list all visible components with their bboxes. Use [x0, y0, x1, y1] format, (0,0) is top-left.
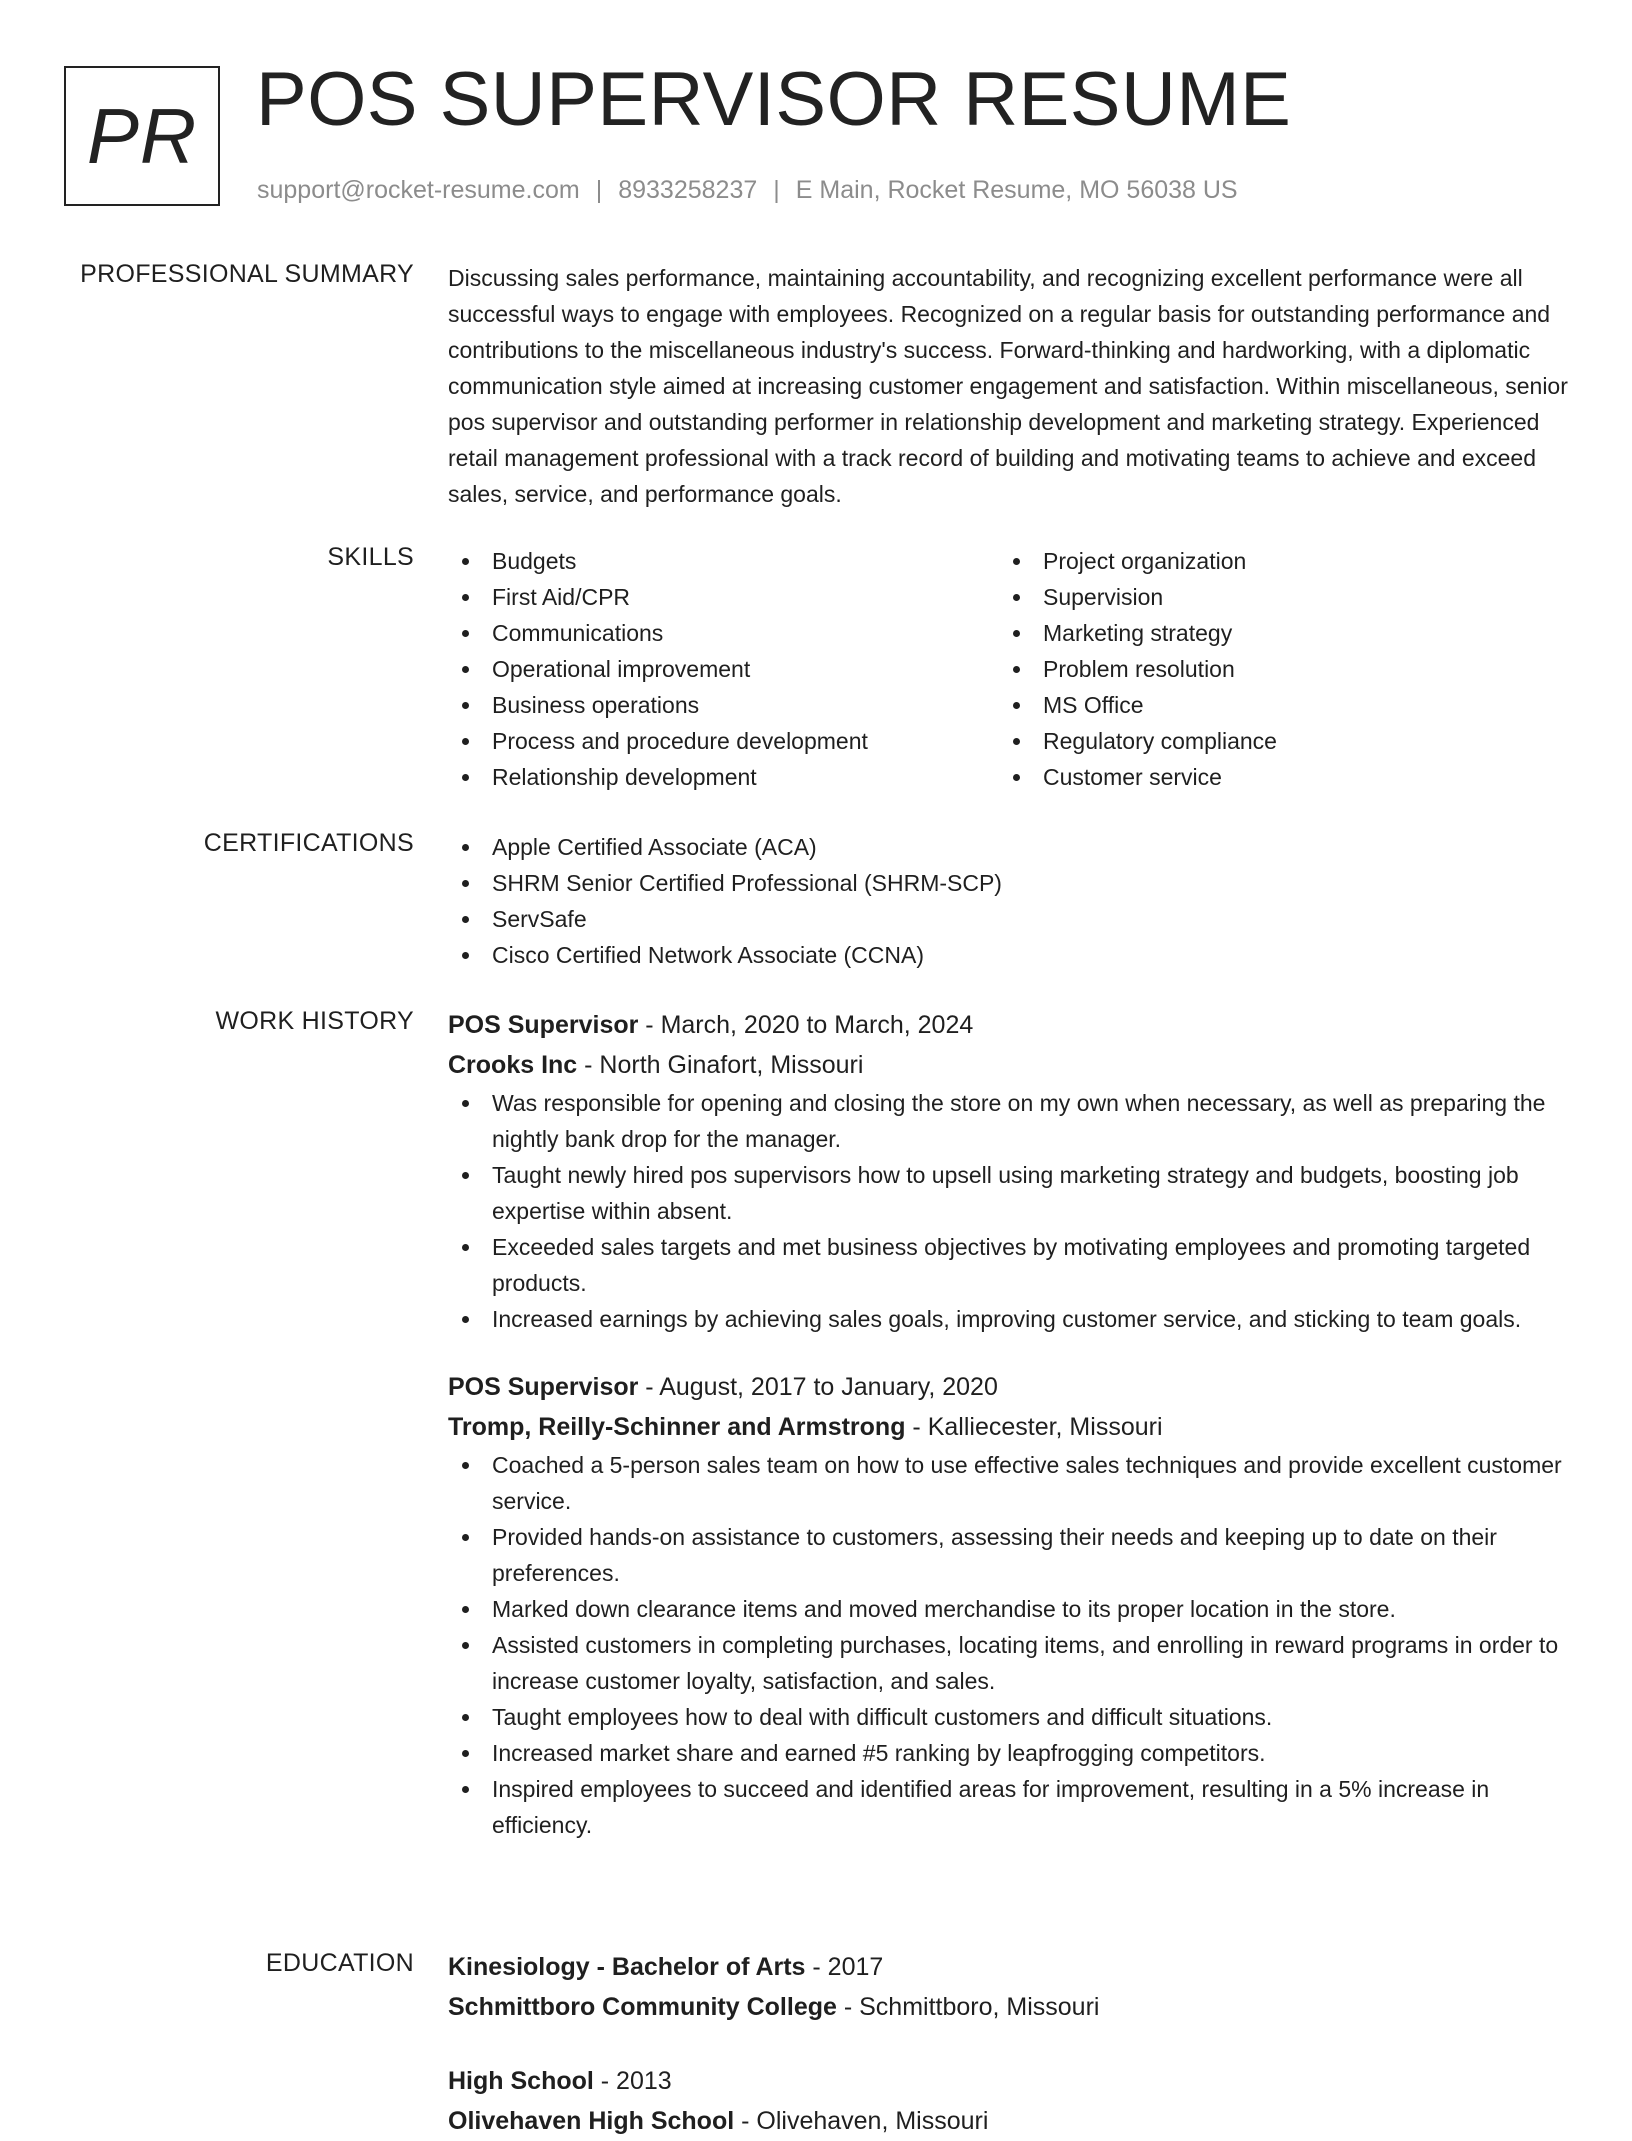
- job-duties-list: [448, 1085, 1570, 1337]
- certification-item: SHRM Senior Certified Professional (SHRM-SCP): [448, 865, 1570, 901]
- job-title: POS Supervisor: [448, 1011, 639, 1039]
- job-duty: Taught employees how to deal with difficult customers and difficult situations.: [448, 1699, 1570, 1735]
- job-duties-list: [448, 1447, 1570, 1843]
- skill-item: Customer service: [999, 759, 1277, 795]
- education-school: Schmittboro Community College: [448, 1993, 837, 2021]
- job-duty: Marked down clearance items and moved merchandise to its proper location in the store.: [448, 1591, 1570, 1627]
- certifications-list: [448, 829, 1570, 973]
- section-label-skills: SKILLS: [327, 543, 414, 571]
- contact-email[interactable]: support@rocket-resume.com: [257, 176, 580, 204]
- job-title: POS Supervisor: [448, 1373, 639, 1401]
- job-duty: Taught newly hired pos supervisors how to upsell using marketing strategy and budgets, boosting job expertise within absent.: [448, 1157, 1570, 1229]
- education-entry: [448, 2061, 1570, 2141]
- section-label-summary: PROFESSIONAL SUMMARY: [80, 260, 414, 288]
- education-year: - 2017: [805, 1953, 884, 1981]
- contact-phone[interactable]: 8933258237: [618, 176, 758, 204]
- education-degree: Kinesiology - Bachelor of Arts: [448, 1953, 806, 1981]
- job-company: Tromp, Reilly-Schinner and Armstrong: [448, 1413, 906, 1441]
- skill-item: Regulatory compliance: [999, 723, 1277, 759]
- job-entry: [448, 1005, 1570, 1337]
- resume-title: POS SUPERVISOR RESUME: [256, 57, 1292, 142]
- skill-item: MS Office: [999, 687, 1277, 723]
- job-duty: Assisted customers in completing purchases, locating items, and enrolling in reward programs in order to increase customer loyalty, satisfaction, and sales.: [448, 1627, 1570, 1699]
- skill-item: Project organization: [999, 543, 1277, 579]
- skill-item: First Aid/CPR: [448, 579, 868, 615]
- summary-text: Discussing sales performance, maintaining accountability, and recognizing excellent performance were all successful ways to engage with employees. Recognized on a regular basis for outstanding performance and contributions to the miscellaneous industry's success. Forward-thinking and hardworking, with a diplomatic communication style aimed at increasing customer engagement and satisfaction. Within miscellaneous, senior pos supervisor and outstanding performer in relationship development and marketing strategy. Experienced retail management professional with a track record of building and motivating teams to achieve and exceed sales, service, and performance goals.: [448, 265, 1568, 507]
- contact-separator: |: [773, 176, 780, 204]
- skill-item: Marketing strategy: [999, 615, 1277, 651]
- section-label-education: EDUCATION: [265, 1949, 414, 1977]
- job-duty: Inspired employees to succeed and identified areas for improvement, resulting in a 5% increase in efficiency.: [448, 1771, 1570, 1843]
- job-company: Crooks Inc: [448, 1051, 578, 1079]
- section-label-certifications: CERTIFICATIONS: [203, 829, 414, 857]
- education-location: - Schmittboro, Missouri: [836, 1993, 1100, 2021]
- skill-item: Relationship development: [448, 759, 868, 795]
- skills-list-left: [448, 543, 868, 795]
- skills-body: [448, 543, 1570, 795]
- certification-item: Cisco Certified Network Associate (CCNA): [448, 937, 1570, 973]
- education-school-line: [448, 2101, 1570, 2141]
- skill-item: Communications: [448, 615, 868, 651]
- skill-item: Business operations: [448, 687, 868, 723]
- skill-item: Process and procedure development: [448, 723, 868, 759]
- education-location: - Olivehaven, Missouri: [734, 2107, 989, 2135]
- skills-list-right: [999, 543, 1277, 795]
- job-company-line: [448, 1045, 1570, 1085]
- contact-separator: |: [595, 176, 603, 204]
- education-entry: [448, 1947, 1570, 2027]
- job-duty: Was responsible for opening and closing the store on my own when necessary, as well as preparing the nightly bank drop for the manager.: [448, 1085, 1570, 1157]
- work-history-body: [448, 1005, 1570, 1843]
- skill-item: Supervision: [999, 579, 1277, 615]
- job-location: - Kalliecester, Missouri: [905, 1413, 1163, 1441]
- skill-item: Operational improvement: [448, 651, 868, 687]
- education-degree-line: [448, 1947, 1570, 1987]
- job-duty: Coached a 5-person sales team on how to use effective sales techniques and provide excellent customer service.: [448, 1447, 1570, 1519]
- education-year: - 2013: [593, 2067, 672, 2095]
- job-location: - North Ginafort, Missouri: [577, 1051, 864, 1079]
- job-title-line: [448, 1367, 1570, 1407]
- job-duty: Provided hands-on assistance to customers, assessing their needs and keeping up to date on their preferences.: [448, 1519, 1570, 1591]
- skill-item: Problem resolution: [999, 651, 1277, 687]
- job-company-line: [448, 1407, 1570, 1447]
- job-dates: - March, 2020 to March, 2024: [638, 1011, 974, 1039]
- job-dates: - August, 2017 to January, 2020: [638, 1373, 998, 1401]
- job-duty: Increased earnings by achieving sales goals, improving customer service, and sticking to team goals.: [448, 1301, 1570, 1337]
- contact-address: E Main, Rocket Resume, MO 56038 US: [795, 176, 1238, 204]
- certification-item: Apple Certified Associate (ACA): [448, 829, 1570, 865]
- monogram-badge: PR: [64, 66, 220, 206]
- skill-item: Budgets: [448, 543, 868, 579]
- job-duty: Increased market share and earned #5 ranking by leapfrogging competitors.: [448, 1735, 1570, 1771]
- job-entry: [448, 1367, 1570, 1843]
- education-school: Olivehaven High School: [448, 2107, 735, 2135]
- contact-line: [257, 176, 1238, 205]
- certifications-body: [448, 829, 1570, 973]
- section-label-work-history: WORK HISTORY: [215, 1007, 414, 1035]
- education-degree-line: [448, 2061, 1570, 2101]
- summary-body: [448, 260, 1570, 512]
- job-duty: Exceeded sales targets and met business objectives by motivating employees and promoting targeted products.: [448, 1229, 1570, 1301]
- education-school-line: [448, 1987, 1570, 2027]
- education-degree: High School: [448, 2067, 594, 2095]
- job-title-line: [448, 1005, 1570, 1045]
- certification-item: ServSafe: [448, 901, 1570, 937]
